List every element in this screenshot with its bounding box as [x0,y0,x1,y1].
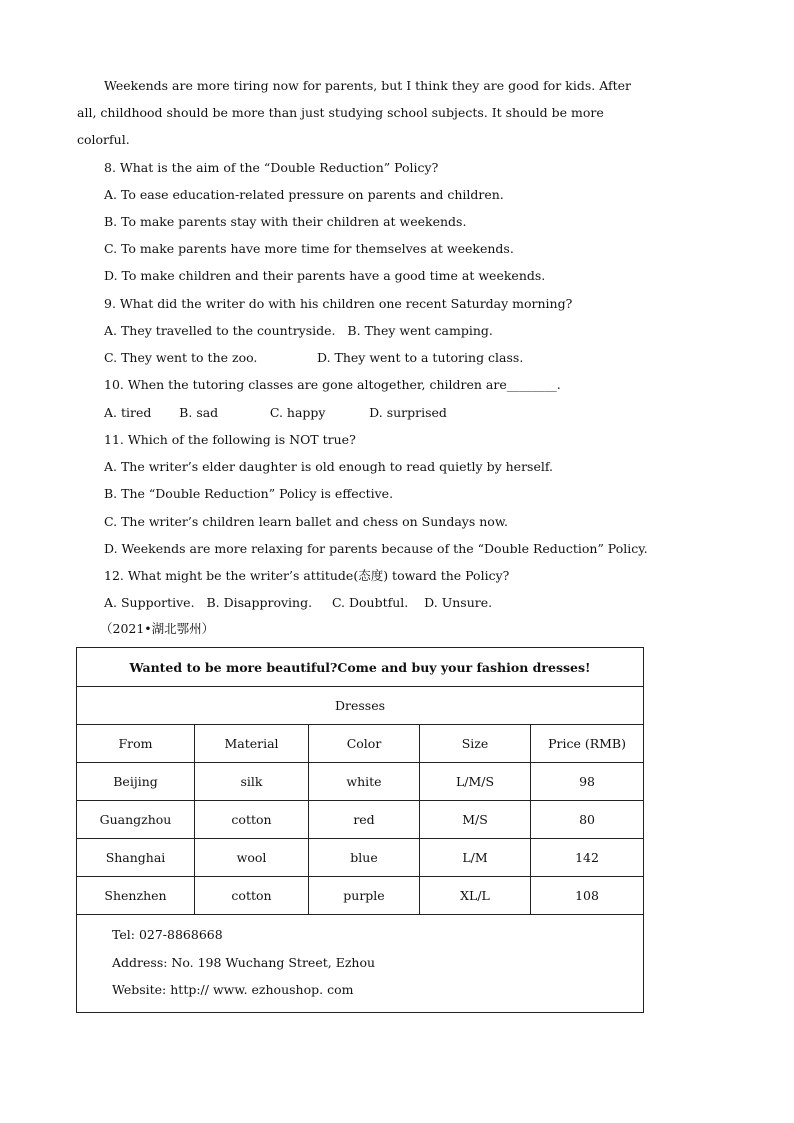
table-cell: red [309,801,420,839]
table-cell: purple [309,877,420,915]
passage-line: all, childhood should be more than just studying school subjects. It should be more [77,105,604,120]
dress-ad-table [76,647,644,1013]
ad-title-row [77,648,644,687]
table-cell: L/M [420,839,531,877]
option: C. The writer’s children learn ballet and chess on Sundays now. [104,514,509,529]
table-cell: cotton [195,877,309,915]
contact-tel: Tel: 027-8868668 [112,927,223,942]
table-cell: M/S [420,801,531,839]
table-cell: Guangzhou [77,801,195,839]
table-cell: L/M/S [420,763,531,801]
option: A. They travelled to the countryside. B. They went camping. [104,323,493,338]
option: B. To make parents stay with their children at weekends. [104,214,467,229]
table-cell: 80 [531,801,644,839]
table-cell: wool [195,839,309,877]
table-row [77,839,644,877]
option: C. They went to the zoo. D. They went to a tutoring class. [104,350,524,365]
question-9: 9. What did the writer do with his children one recent Saturday morning? [104,296,573,311]
table-header-row [77,725,644,763]
source-label: （2021•湖北鄂州） [100,621,215,636]
option: A. tired B. sad C. happy D. surprised [104,405,447,420]
option: A. To ease education-related pressure on parents and children. [104,187,504,202]
question-11: 11. Which of the following is NOT true? [104,432,356,447]
table-cell: XL/L [420,877,531,915]
ad-subtitle-row [77,687,644,725]
option: B. The “Double Reduction” Policy is effective. [104,486,394,501]
question-8: 8. What is the aim of the “Double Reduction” Policy? [104,160,439,175]
table-row [77,763,644,801]
option: A. The writer’s elder daughter is old enough to read quietly by herself. [104,459,554,474]
option: D. To make children and their parents have a good time at weekends. [104,268,546,283]
column-header: Size [420,725,531,763]
table-cell: Shanghai [77,839,195,877]
question-12: 12. What might be the writer’s attitude(态度) toward the Policy? [104,568,510,583]
column-header: Color [309,725,420,763]
contact-website: Website: http:// www. ezhoushop. com [112,982,354,997]
contact-row [77,915,644,1013]
table-cell: Shenzhen [77,877,195,915]
table-cell: blue [309,839,420,877]
table-row [77,801,644,839]
table-row [77,877,644,915]
table-cell: silk [195,763,309,801]
table-cell: 142 [531,839,644,877]
ad-title: Wanted to be more beautiful?Come and buy your fashion dresses! [77,648,644,687]
column-header: Price (RMB) [531,725,644,763]
table-cell: 108 [531,877,644,915]
passage-line: Weekends are more tiring now for parents, but I think they are good for kids. After [104,78,632,93]
column-header: From [77,725,195,763]
option: C. To make parents have more time for themselves at weekends. [104,241,514,256]
contact-info [77,915,644,1013]
table-cell: white [309,763,420,801]
table-cell: cotton [195,801,309,839]
column-header: Material [195,725,309,763]
ad-subtitle: Dresses [77,687,644,725]
question-10: 10. When the tutoring classes are gone altogether, children are________. [104,377,561,392]
option: A. Supportive. B. Disapproving. C. Doubtful. D. Unsure. [104,595,493,610]
option: D. Weekends are more relaxing for parents because of the “Double Reduction” Policy. [104,541,648,556]
table-cell: 98 [531,763,644,801]
contact-address: Address: No. 198 Wuchang Street, Ezhou [112,954,376,970]
passage-line: colorful. [77,132,130,147]
table-cell: Beijing [77,763,195,801]
